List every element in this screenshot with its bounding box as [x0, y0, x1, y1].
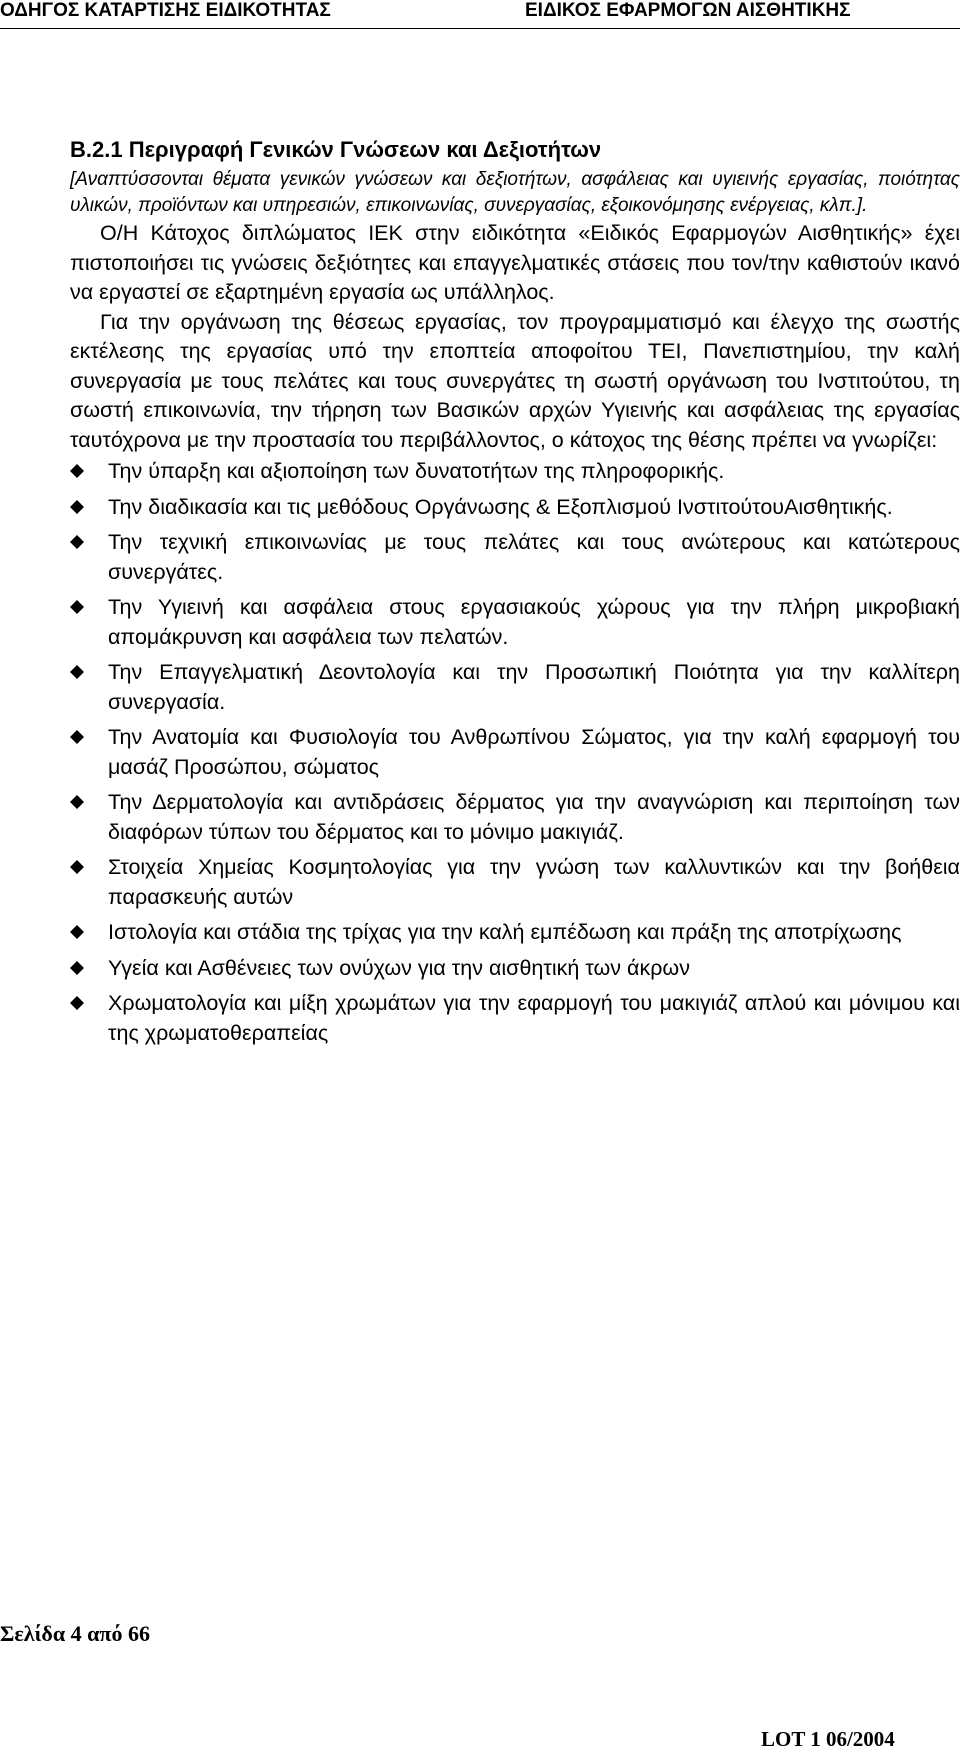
list-item-text: Χρωματολογία και μίξη χρωμάτων για την εφαρμογή του μακιγιάζ απλού και μόνιμου και της χρωματοθεραπείας	[108, 991, 960, 1045]
diamond-bullet-icon	[70, 730, 84, 744]
paragraph-knowledge-requirements: Για την οργάνωση της θέσεως εργασίας, τον προγραμματισμό και έλεγχο της σωστής εκτέλεσης της εργασίας υπό την εποπτεία αποφοίτου ΤΕΙ, Πανεπιστημίου, την καλή συνεργασία με τους πελάτες και τους συνεργάτες τη σωστή οργάνωση του Ινστιτούτου, τη σωστή επικοινωνία, την τήρηση των Βασικών αρχών Υγιεινής και ασφάλειας της εργασίας ταυτόχρονα με την προστασία του περιβάλλοντος, ο κάτοχος της θέσης πρέπει να γνωρίζει:	[70, 309, 960, 452]
list-item-text: Ιστολογία και στάδια της τρίχας για την καλή εμπέδωση και πράξη της αποτρίχωσης	[108, 920, 902, 944]
list-item	[70, 658, 960, 717]
list-item-text: Την Επαγγελματική Δεοντολογία και την Προσωπική Ποιότητα για την καλλίτερη συνεργασία.	[108, 660, 960, 714]
header-specialty-title: ΕΙΔΙΚΟΣ ΕΦΑΡΜΟΓΩΝ ΑΙΣΘΗΤΙΚΗΣ	[525, 0, 851, 21]
list-item-text: Υγεία και Ασθένειες των ονύχων για την αισθητική των άκρων	[108, 955, 690, 980]
diamond-bullet-icon	[70, 665, 84, 679]
list-item	[70, 493, 960, 523]
document-body	[70, 135, 960, 1054]
list-item	[70, 528, 960, 587]
list-item-text: Την διαδικασία και τις μεθόδους Οργάνωσης & Εξοπλισμού ΙνστιτούτουΑισθητικής.	[108, 494, 893, 519]
list-item-text: Την Υγιεινή και ασφάλεια στους εργασιακούς χώρους για την πλήρη μικροβιακή απομάκρυνση και ασφάλεια των πελατών.	[108, 595, 960, 649]
list-item	[70, 989, 960, 1048]
diamond-bullet-icon	[70, 925, 84, 939]
section-heading: Β.2.1 Περιγραφή Γενικών Γνώσεων και Δεξιοτήτων	[70, 137, 602, 162]
paragraph-holder-description: Ο/Η Κάτοχος διπλώματος ΙΕΚ στην ειδικότητα «Ειδικός Εφαρμογών Αισθητικής» έχει πιστοποιήσει τις γνώσεις δεξιότητες και επαγγελματικές στάσεις που τον/την καθιστούν ικανό να εργαστεί σε εξαρτημένη εργασία ως υπάλληλος.	[70, 221, 960, 304]
knowledge-bullet-list	[70, 457, 960, 1048]
list-item	[70, 853, 960, 912]
list-item	[70, 788, 960, 847]
list-item	[70, 723, 960, 782]
diamond-bullet-icon	[70, 860, 84, 874]
diamond-bullet-icon	[70, 600, 84, 614]
diamond-bullet-icon	[70, 535, 84, 549]
diamond-bullet-icon	[70, 464, 84, 478]
document-code: LOT 1 06/2004	[761, 1727, 895, 1751]
list-item-text: Την Δερματολογία και αντιδράσεις δέρματος για την αναγνώριση και περιποίηση των διαφόρων τύπων του δέρματος και το μόνιμο μακιγιάζ.	[108, 790, 960, 844]
diamond-bullet-icon	[70, 996, 84, 1010]
list-item	[70, 457, 960, 487]
list-item-text: Την τεχνική επικοινωνίας με τους πελάτες και τους ανώτερους και κατώτερους συνεργάτες.	[108, 530, 960, 584]
list-item-text: Την ύπαρξη και αξιοποίηση των δυνατοτήτων της πληροφορικής.	[108, 459, 725, 483]
section-intro: [Αναπτύσσονται θέματα γενικών γνώσεων και δεξιοτήτων, ασφάλειας και υγιεινής εργασίας, ποιότητας υλικών, προϊόντων και υπηρεσιών, επικοινωνίας, συνεργασίας, εξοικονόμησης ενέργειας, κλπ.].	[70, 169, 960, 216]
diamond-bullet-icon	[70, 500, 84, 514]
header-divider	[0, 28, 960, 29]
diamond-bullet-icon	[70, 961, 84, 975]
list-item	[70, 954, 960, 984]
list-item-text: Στοιχεία Χημείας Κοσμητολογίας για την γνώση των καλλυντικών και την βοήθεια παρασκευής αυτών	[108, 855, 960, 909]
page-header	[0, 0, 960, 26]
list-item	[70, 593, 960, 652]
page-number: Σελίδα 4 από 66	[0, 1621, 150, 1646]
list-item-text: Την Ανατομία και Φυσιολογία του Ανθρωπίνου Σώματος, για την καλή εφαρμογή του μασάζ Προσώπου, σώματος	[108, 725, 960, 779]
header-guide-title: ΟΔΗΓΟΣ ΚΑΤΑΡΤΙΣΗΣ ΕΙΔΙΚΟΤΗΤΑΣ	[0, 0, 331, 21]
diamond-bullet-icon	[70, 795, 84, 809]
list-item	[70, 918, 960, 948]
